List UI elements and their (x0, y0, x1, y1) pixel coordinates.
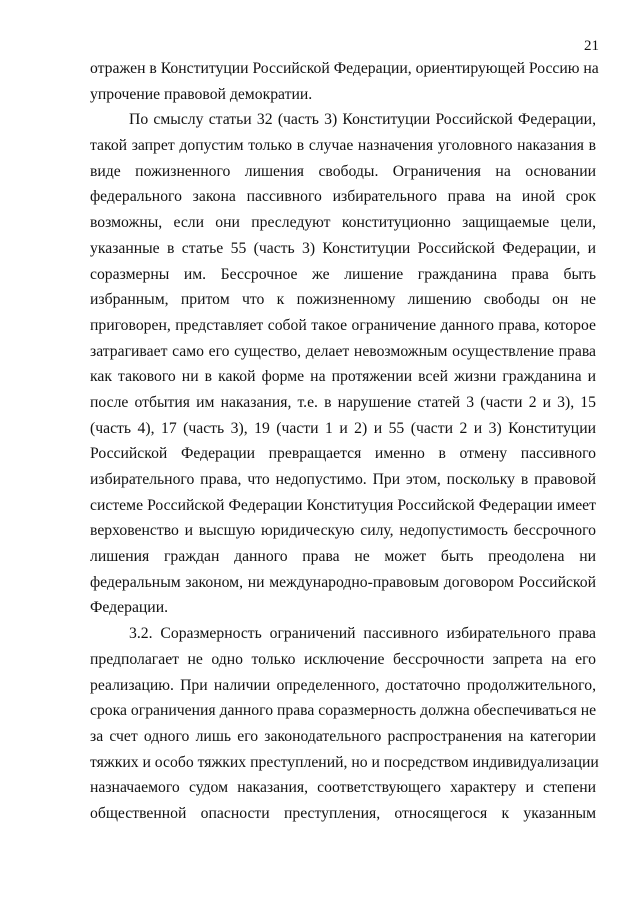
paragraph-3-line-4: срока ограничения данного права соразмерность должна обеспечиваться не (90, 702, 597, 720)
page-number: 21 (584, 38, 599, 54)
paragraph-2-line-12: после отбытия им наказания, т.е. в нарушение статей 3 (части 2 и 3), 15 (90, 393, 596, 411)
paragraph-2-line-9: приговорен, представляет собой такое ограничение данного права, которое (90, 316, 596, 334)
paragraph-1-line-2: упрочение правовой демократии. (90, 85, 313, 103)
paragraph-2-line-19: федеральным законом, ни международно-правовым договором Российской (90, 573, 596, 591)
paragraph-2-line-15: избирательного права, что недопустимо. При этом, поскольку в правовой (90, 471, 596, 488)
paragraph-3-line-1: 3.2. Соразмерность ограничений пассивного избирательного права (129, 625, 596, 643)
paragraph-2-line-17: верховенство и высшую юридическую силу, недопустимость бессрочного (90, 522, 596, 540)
paragraph-2-line-6: указанные в статье 55 (часть 3) Конституции Российской Федерации, и (90, 239, 596, 257)
paragraph-2-line-11: как такового ни в какой форме на протяжении всей жизни гражданина и (90, 368, 596, 386)
body-text (90, 56, 599, 827)
paragraph-2-line-14: Российской Федерации превращается именно в отмену пассивного (90, 445, 596, 463)
paragraph-2-line-8: избранным, притом что к пожизненному лишению свободы он не (90, 291, 596, 309)
paragraph-2-line-16: системе Российской Федерации Конституция Российской Федерации имеет (90, 496, 596, 514)
paragraph-2-line-4: федерального закона пассивного избирательного права на иной срок (90, 188, 596, 206)
paragraph-3-line-3: реализацию. При наличии определенного, достаточно продолжительного, (90, 676, 596, 694)
paragraph-3-line-5: за счет одного лишь его законодательного распространения на категории (90, 727, 596, 745)
paragraph-2-line-3: виде пожизненного лишения свободы. Ограничения на основании (90, 162, 596, 180)
paragraph-3-line-8: общественной опасности преступления, относящегося к указанным (90, 804, 596, 822)
paragraph-2-line-13: (часть 4), 17 (часть 3), 19 (части 1 и 2) и 55 (части 2 и 3) Конституции (90, 419, 596, 437)
paragraph-2-line-5: возможны, если они преследуют конституционно защищаемые цели, (90, 214, 596, 232)
paragraph-2-line-7: соразмерны им. Бессрочное же лишение гражданина права быть (90, 265, 596, 283)
paragraph-2-line-2: такой запрет допустим только в случае назначения уголовного наказания в (90, 137, 596, 155)
paragraph-2-line-20: Федерации. (90, 599, 169, 617)
paragraph-2-line-18: лишения граждан данного права не может быть преодолена ни (90, 548, 596, 566)
paragraph-3-line-6: тяжких и особо тяжких преступлений, но и посредством индивидуализации (90, 753, 599, 771)
paragraph-1-line-1: отражен в Конституции Российской Федерации, ориентирующей Россию на (90, 60, 599, 77)
paragraph-3-line-2: предполагает не одно только исключение бессрочности запрета на его (90, 650, 596, 668)
paragraph-2-line-10: затрагивает само его существо, делает невозможным осуществление права (90, 342, 596, 360)
paragraph-2-line-1: По смыслу статьи 32 (часть 3) Конституции Российской Федерации, (129, 111, 596, 129)
paragraph-3-line-7: назначаемого судом наказания, соответствующего характеру и степени (90, 779, 596, 797)
